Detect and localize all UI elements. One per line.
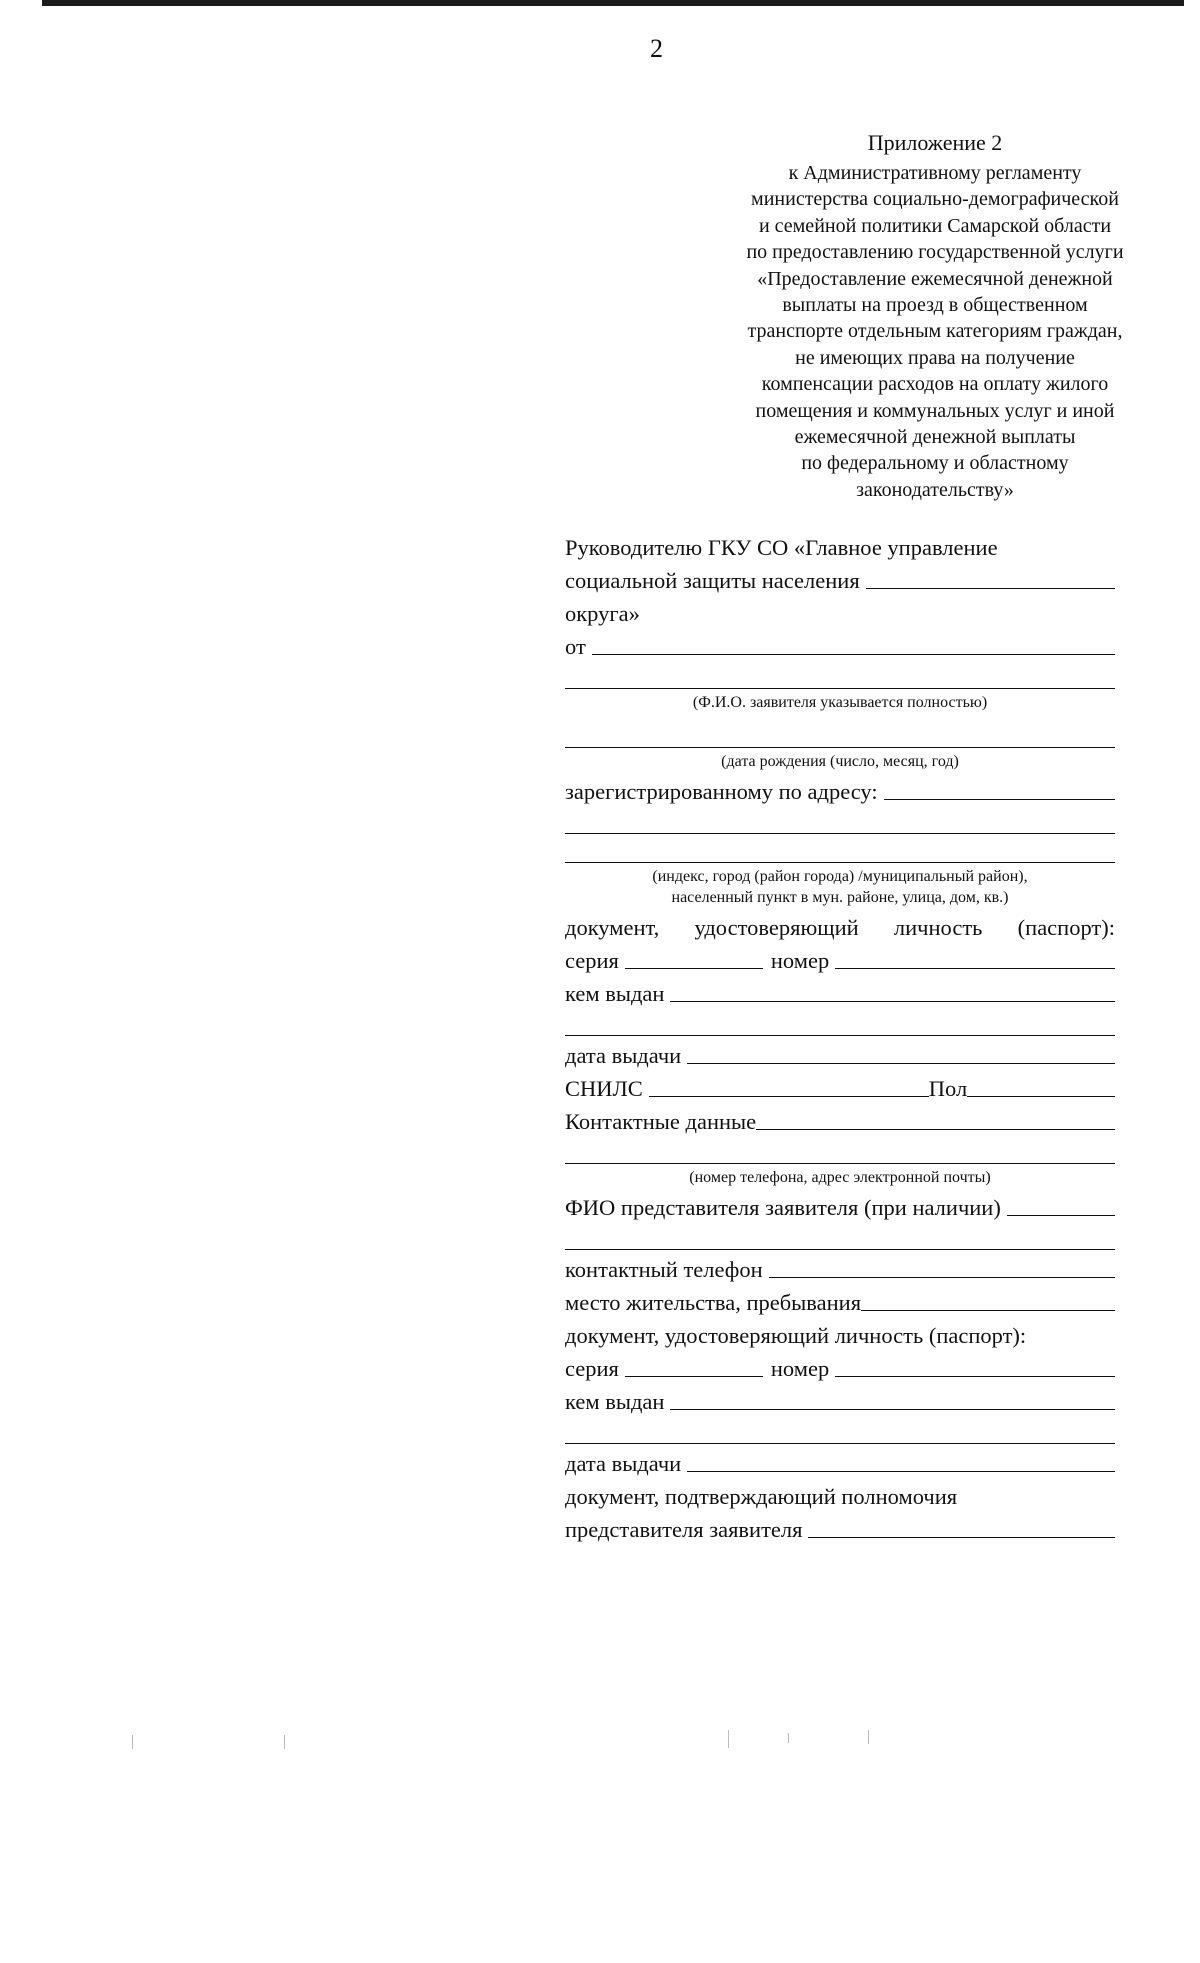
id-doc-word: (паспорт): [1017,915,1115,940]
appendix-line: компенсации расходов на оплату жилого [761,373,1109,396]
rep-passport-series-field[interactable] [625,1376,763,1377]
scan-artifact [284,1735,285,1749]
address-field-line-2[interactable] [565,833,1115,834]
appendix-line: ежемесячной денежной выплаты [794,426,1076,449]
rep-residence-label: место жительства, пребывания [565,1290,862,1315]
appendix-line: по федеральному и областному [801,452,1069,475]
dob-caption: (дата рождения (число, месяц, год) [721,753,959,770]
appendix-line: «Предоставление ежемесячной денежной [757,267,1113,290]
scan-artifact [868,1730,869,1744]
sex-field[interactable] [967,1096,1115,1097]
rep-authority-row [565,1477,1115,1510]
rep-issued-by-row [565,1382,1115,1415]
appendix-line: по предоставлению государственной услуги [746,241,1124,264]
rep-fio-row [565,1188,1115,1221]
snils-row [565,1069,1115,1102]
rep-number-label: номер [770,1356,830,1381]
registered-label: зарегистрированному по адресу: [565,779,878,804]
appendix-line: министерства социально-демографической [751,188,1119,211]
district-field[interactable] [866,588,1115,589]
applicant-name-field[interactable] [592,654,1115,655]
appendix-line: выплаты на проезд в общественном [782,294,1088,317]
id-doc-word: личность [893,915,983,940]
rep-authority-line-1: документ, подтверждающий полномочия [565,1484,958,1509]
contacts-field[interactable] [756,1129,1115,1130]
rep-residence-field[interactable] [861,1310,1115,1311]
from-label: от [565,634,586,659]
address-field[interactable] [884,799,1115,800]
addressee-row [565,594,1115,627]
passport-series-field[interactable] [625,968,763,969]
issue-date-field[interactable] [687,1063,1115,1064]
issued-by-label: кем выдан [565,981,665,1006]
rep-passport-number-field[interactable] [835,1376,1115,1377]
passport-number-field[interactable] [835,968,1115,969]
rep-authority-field[interactable] [808,1537,1115,1538]
from-row [565,627,1115,660]
registered-row [565,772,1115,805]
scan-artifact [788,1733,789,1743]
page-number: 2 [650,34,663,63]
series-label: серия [565,948,619,973]
rep-phone-row [565,1250,1115,1283]
rep-phone-label: контактный телефон [565,1257,763,1282]
issued-by-row [565,974,1115,1007]
appendix-title: Приложение 2 [867,130,1003,155]
fio-caption: (Ф.И.О. заявителя указывается полностью) [692,694,988,711]
scan-artifact [132,1735,133,1749]
rep-issue-date-label: дата выдачи [565,1451,682,1476]
contacts-label: Контактные данные [565,1109,757,1134]
rep-id-doc-label: документ, удостоверяющий личность (паспорт): [565,1323,1027,1348]
id-doc-word: документ, [565,915,660,940]
appendix-line: к Административному регламенту [788,162,1082,184]
application-form [565,528,1115,1543]
rep-issued-by-field[interactable] [670,1409,1115,1410]
id-doc-word: удостоверяющий [694,915,859,940]
addressee-row [565,528,1115,561]
addressee-line-2: социальной защиты населения [565,568,860,593]
series-number-row [565,941,1115,974]
appendix-line: помещения и коммунальных услуг и иной [755,399,1115,422]
rep-issue-date-field[interactable] [687,1471,1115,1472]
contacts-field-line-2[interactable] [565,1163,1115,1164]
rep-authority-line-2: представителя заявителя [565,1517,803,1542]
rep-authority-row [565,1510,1115,1543]
appendix-heading [700,128,1170,503]
rep-issued-by-label: кем выдан [565,1389,665,1414]
issue-date-row [565,1036,1115,1069]
scan-artifact [728,1730,729,1748]
rep-id-doc-row [565,1316,1115,1349]
snils-label: СНИЛС [565,1076,643,1101]
appendix-line: и семейной политики Самарской области [758,214,1112,237]
address-caption-2: населенный пункт в мун. районе, улица, дом, кв.) [671,889,1009,906]
birth-date-field[interactable] [565,747,1115,748]
addressee-line-3: округа» [565,601,640,626]
appendix-line: транспорте отдельным категориям граждан, [747,320,1123,343]
address-caption-1: (индекс, город (район города) /муниципальный район), [652,868,1028,885]
rep-fio-field[interactable] [1007,1215,1115,1216]
rep-phone-field[interactable] [769,1277,1115,1278]
snils-field[interactable] [649,1096,929,1097]
addressee-row [565,561,1115,594]
appendix-line: законодательству» [856,478,1014,501]
applicant-name-field-line-2[interactable] [565,688,1115,689]
rep-residence-row [565,1283,1115,1316]
addressee-line-1: Руководителю ГКУ СО «Главное управление [565,535,998,560]
rep-series-number-row [565,1349,1115,1382]
rep-issue-date-row [565,1444,1115,1477]
scan-top-edge [42,0,1184,6]
issued-by-field[interactable] [670,1001,1115,1002]
appendix-line: не имеющих права на получение [795,346,1075,369]
issue-date-label: дата выдачи [565,1043,682,1068]
id-document-row [565,908,1115,941]
rep-fio-label: ФИО представителя заявителя (при наличии) [565,1195,1001,1220]
number-label: номер [770,948,830,973]
contacts-caption: (номер телефона, адрес электронной почты) [689,1169,991,1186]
address-field-line-3[interactable] [565,862,1115,863]
contacts-row [565,1102,1115,1135]
sex-label: Пол [928,1076,968,1101]
rep-series-label: серия [565,1356,619,1381]
